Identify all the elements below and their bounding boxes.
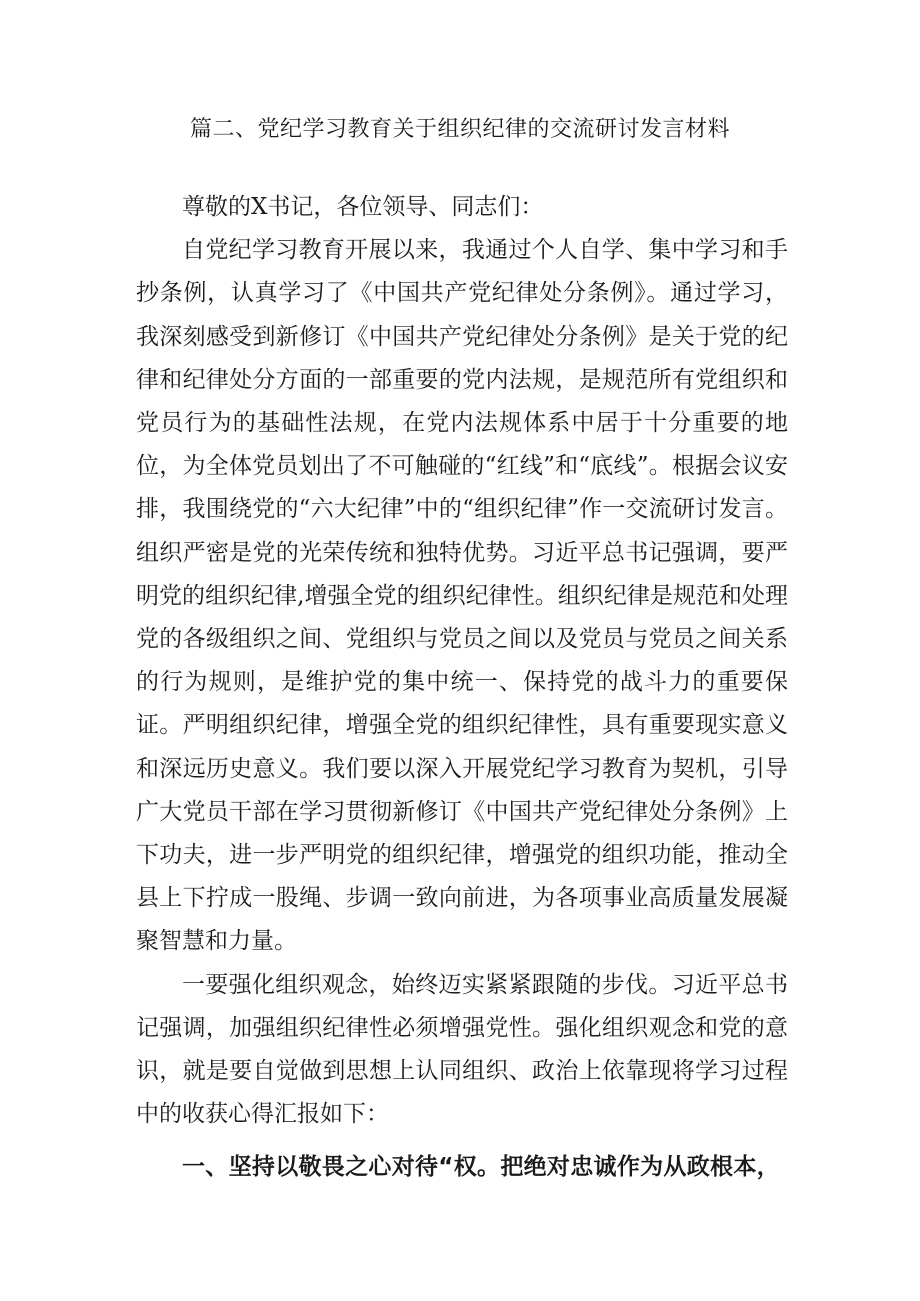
salutation: 尊敬的X书记，各位领导、同志们：	[182, 194, 544, 220]
paragraph-intro: 自党纪学习教育开展以来，我通过个人自学、集中学习和手抄条例，认真学习了《中国共产党纪律处分条例》。通过学习，我深刻感受到新修订《中国共产党纪律处分条例》是关于党的纪律和纪律处分方面的一部重要的党内法规，是规范所有党组织和党员行为的基础性法规，在党内法规体系中居于十分重要的地位，为全体党员划出了不可触碰的“红线”和“底线”。根据会议安排，我围绕党的“六大纪律”中的“组织纪律”作一交流研讨发言。组织严密是党的光荣传统和独特优势。习近平总书记强调，要严明党的组织纪律,增强全党的组织纪律性。组织纪律是规范和处理党的各级组织之间、党组织与党员之间以及党员与党员之间关系的行为规则，是维护党的集中统一、保持党的战斗力的重要保证。严明组织纪律，增强全党的组织纪律性，具有重要现实意义和深远历史意义。我们要以深入开展党纪学习教育为契机，引导广大党员干部在学习贯彻新修订《中国共产党纪律处分条例》上下功夫，进一步严明党的组织纪律，增强党的组织功能，推动全县上下拧成一股绳、步调一致向前进，为各项事业高质量发展凝聚智慧和力量。	[136, 237, 788, 955]
document-body	[136, 186, 788, 1190]
paragraph-organization-concept: 一要强化组织观念，始终迈实紧紧跟随的步伐。习近平总书记强调，加强组织纪律性必须增强党性。强化组织观念和党的意识，就是要自觉做到思想上认同组织、政治上依靠现将学习过程中的收获心得汇报如下：	[136, 971, 788, 1128]
document-title: 篇二、党纪学习教育关于组织纪律的交流研讨发言材料	[189, 117, 730, 142]
section-heading: 一、坚持以敬畏之心对待“权。把绝对忠诚作为从政根本，	[182, 1154, 780, 1181]
